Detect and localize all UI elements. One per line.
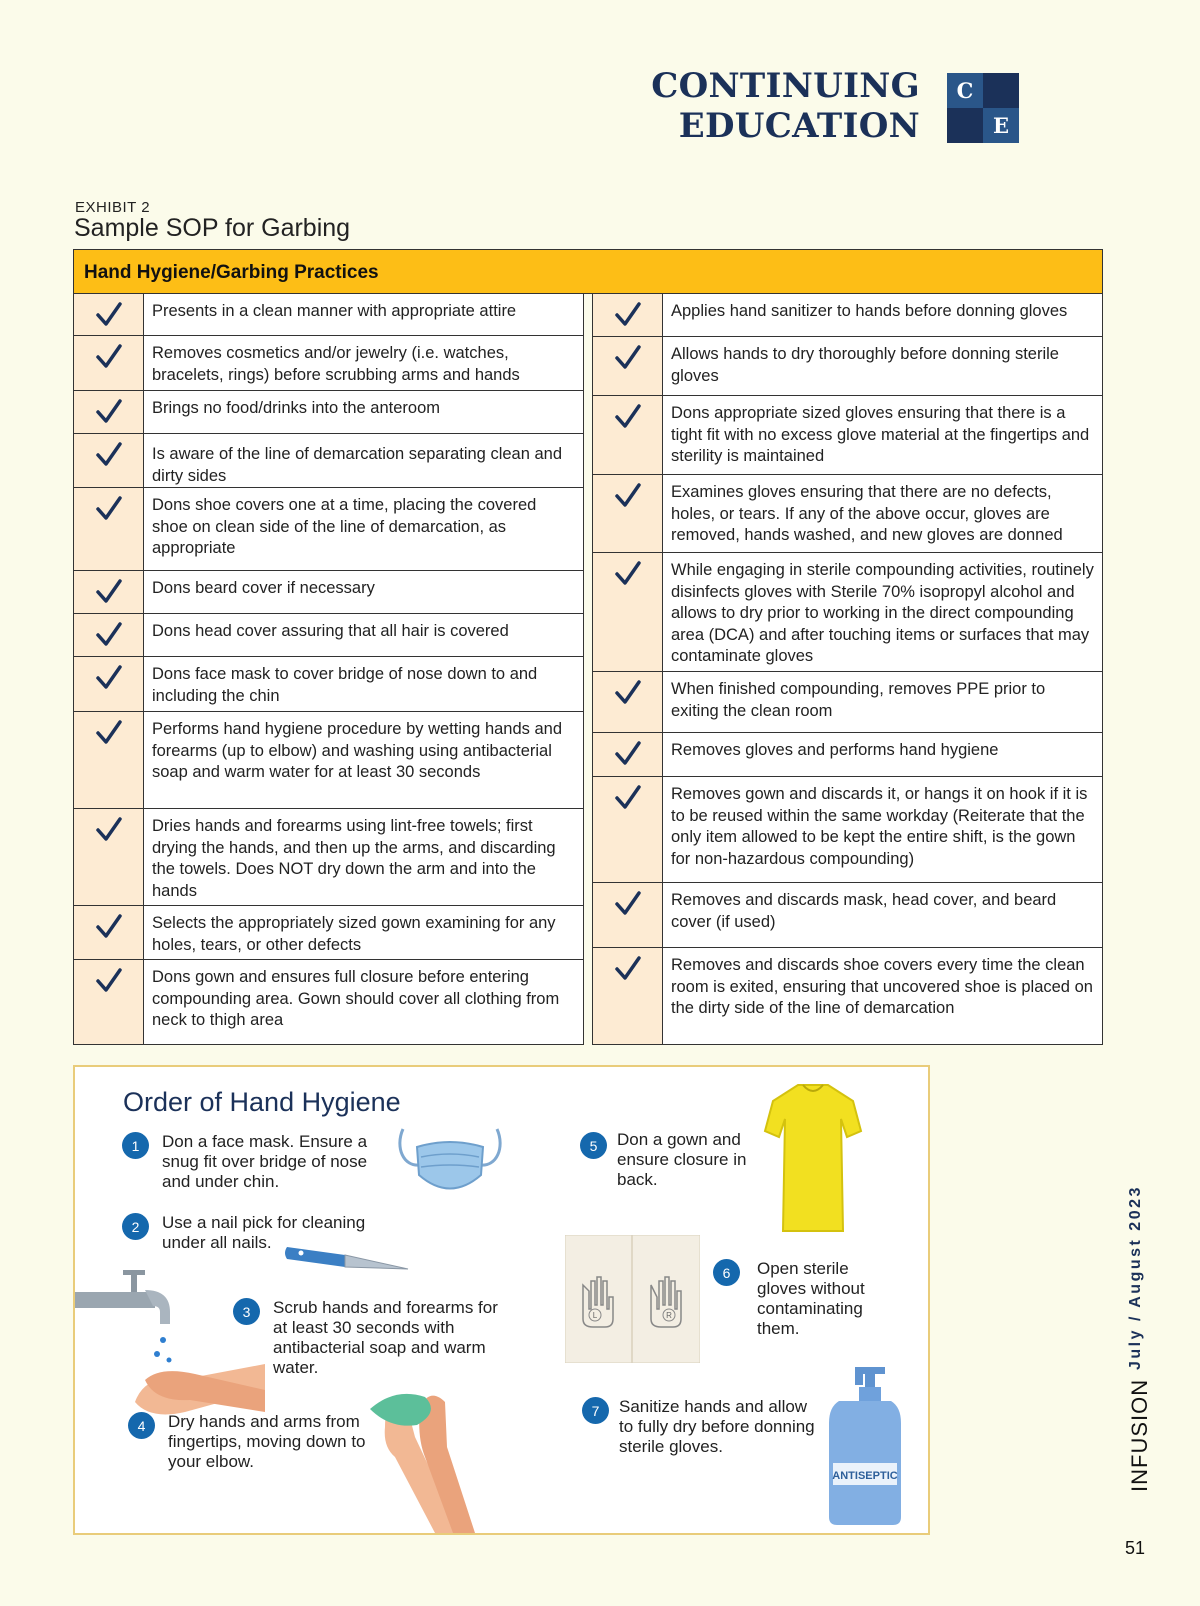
checklist-row xyxy=(593,883,1102,948)
checklist-row xyxy=(74,712,583,809)
checkmark-icon xyxy=(593,779,663,815)
checklist-item-text: Selects the appropriately sized gown examining for any holes, tears, or other defects xyxy=(152,914,556,954)
ce-logo xyxy=(947,73,1019,143)
checkmark-icon xyxy=(74,714,144,750)
checklist-row xyxy=(74,657,583,712)
step-number: 1 xyxy=(122,1132,149,1159)
checkmark-icon xyxy=(74,573,144,609)
checklist-item-text: Removes and discards mask, head cover, and beard cover (if used) xyxy=(671,891,1057,931)
checklist-row xyxy=(593,733,1102,777)
glove-label-left: L xyxy=(592,1311,598,1320)
checkmark-icon xyxy=(593,477,663,513)
issue-date: July / August 2023 xyxy=(1127,1185,1144,1370)
step-number: 7 xyxy=(582,1397,609,1424)
hand-hygiene-title: Order of Hand Hygiene xyxy=(123,1087,401,1117)
checklist-item-text: Brings no food/drinks into the anteroom xyxy=(152,399,441,417)
checklist-row xyxy=(74,571,583,614)
checklist-item-text: Presents in a clean manner with appropriate attire xyxy=(152,302,517,320)
step-number: 2 xyxy=(122,1213,149,1240)
checkmark-icon xyxy=(74,908,144,944)
checklist-item-text: Dons head cover assuring that all hair is covered xyxy=(152,622,509,640)
checkmark-icon xyxy=(74,296,144,332)
checklist-row xyxy=(593,777,1102,883)
checkmark-icon xyxy=(74,436,144,472)
checkmark-icon xyxy=(74,616,144,652)
checklist-item-text: Dons gown and ensures full closure before entering compounding area. Gown should cover all clothing from neck to thigh area xyxy=(152,968,560,1029)
checkmark-icon xyxy=(74,393,144,429)
checklist-item-text: Allows hands to dry thoroughly before donning sterile gloves xyxy=(671,345,1059,385)
checklist-item-text: Removes cosmetics and/or jewelry (i.e. watches, bracelets, rings) before scrubbing arms and hands xyxy=(152,344,520,384)
magazine-brand: INFUSION xyxy=(1127,1378,1152,1492)
checklist-item-text: Examines gloves ensuring that there are no defects, holes, or tears. If any of the above occur, gloves are removed, hands washed, and new gloves are donned xyxy=(671,483,1063,544)
sanitizer-bottle-icon xyxy=(825,1367,905,1527)
checkmark-icon xyxy=(593,950,663,986)
checklist-row xyxy=(593,672,1102,733)
checklist-row xyxy=(74,294,583,336)
exhibit-label: EXHIBIT 2 xyxy=(75,199,151,216)
checklist-row xyxy=(74,391,583,434)
bottle-label: ANTISEPTIC xyxy=(832,1470,898,1482)
ce-logo-letter-e: E xyxy=(983,108,1019,143)
checkmark-icon xyxy=(593,735,663,771)
checklist-item-text: Performs hand hygiene procedure by wetting hands and forearms (up to elbow) and washing using antibacterial soap and warm water for at least 30 seconds xyxy=(152,720,563,781)
checklist-row xyxy=(74,336,583,391)
checklist-item-text: Dons beard cover if necessary xyxy=(152,579,375,597)
drying-hands-icon xyxy=(365,1367,485,1533)
checklist-item-text: Dons appropriate sized gloves ensuring that there is a tight fit with no excess glove material at the fingertips and sterility is maintained xyxy=(671,404,1090,465)
washing-hands-icon xyxy=(75,1262,265,1432)
checkmark-icon xyxy=(74,659,144,695)
ce-logo-block xyxy=(947,108,983,143)
checklist-row xyxy=(593,475,1102,553)
step-number: 5 xyxy=(580,1132,607,1159)
checklist-row xyxy=(593,396,1102,475)
glove-label-right: R xyxy=(666,1311,672,1320)
checklist-row xyxy=(593,553,1102,672)
ce-logo-block xyxy=(983,73,1019,108)
checklist-row xyxy=(593,294,1102,337)
checklist-row xyxy=(74,614,583,657)
page-number: 51 xyxy=(1125,1538,1146,1558)
step-text: Dry hands and arms from fingertips, moving down to your elbow. xyxy=(168,1412,366,1471)
checklist-row xyxy=(74,809,583,906)
checklist-item-text: Removes and discards shoe covers every time the clean room is exited, ensuring that uncovered shoe is placed on the dirty side of the line of demarcation xyxy=(671,956,1093,1017)
checklist-item-text: When finished compounding, removes PPE prior to exiting the clean room xyxy=(671,680,1046,720)
step-number: 6 xyxy=(713,1259,740,1286)
checkmark-icon xyxy=(74,338,144,374)
checklist-row xyxy=(74,906,583,960)
checkmark-icon xyxy=(593,339,663,375)
step-text: Use a nail pick for cleaning under all nails. xyxy=(162,1213,366,1252)
checklist-row xyxy=(74,960,583,1043)
checklist-row xyxy=(74,488,583,571)
checkmark-icon xyxy=(74,962,144,998)
step-text: Scrub hands and forearms for at least 30 seconds with antibacterial soap and warm water. xyxy=(273,1298,498,1377)
step-text: Don a gown and ensure closure in back. xyxy=(617,1130,747,1189)
nail-pick-icon xyxy=(283,1239,413,1279)
checkmark-icon xyxy=(593,555,663,591)
checkmark-icon xyxy=(74,811,144,847)
checklist-item-text: Is aware of the line of demarcation separating clean and dirty sides xyxy=(152,445,563,485)
checklist-row xyxy=(593,337,1102,396)
checklist-right-column xyxy=(592,293,1103,1045)
checklist-item-text: Dries hands and forearms using lint-free towels; first drying the hands, and then up the arms, and discarding the towels. Does NOT dry down the arm and into the hands xyxy=(152,817,556,900)
checkmark-icon xyxy=(593,674,663,710)
checkmark-icon xyxy=(593,398,663,434)
checkmark-icon xyxy=(593,885,663,921)
checklist-item-text: While engaging in sterile compounding activities, routinely disinfects gloves with Sterile 70% isopropyl alcohol and allows to dry prior to working in the direct compounding area (DCA) and after touching items or surfaces that may contaminate gloves xyxy=(671,561,1094,665)
checkmark-icon xyxy=(593,296,663,332)
checklist-item-text: Removes gown and discards it, or hangs it on hook if it is to be reused within the same workday (Reiterate that the only item allowed to be kept the entire shift, is the gown for non-hazardous compounding) xyxy=(671,785,1088,868)
checklist-item-text: Applies hand sanitizer to hands before donning gloves xyxy=(671,302,1068,320)
checkmark-icon xyxy=(74,490,144,526)
section-title: CONTINUING EDUCATION xyxy=(651,66,920,146)
step-number: 4 xyxy=(128,1412,155,1439)
exhibit-title: Sample SOP for Garbing xyxy=(74,214,351,242)
gown-icon xyxy=(763,1081,863,1237)
step-text: Sanitize hands and allow to fully dry before donning sterile gloves. xyxy=(619,1397,815,1456)
face-mask-icon xyxy=(395,1117,505,1202)
step-number: 3 xyxy=(233,1298,260,1325)
step-text: Open sterile gloves without contaminating them. xyxy=(757,1259,865,1338)
checklist-heading: Hand Hygiene/Garbing Practices xyxy=(73,249,1103,294)
step-text: Don a face mask. Ensure a snug fit over bridge of nose and under chin. xyxy=(162,1132,368,1191)
sterile-gloves-icon xyxy=(565,1235,700,1363)
checklist-row xyxy=(74,434,583,488)
hand-hygiene-infographic xyxy=(73,1065,930,1535)
checklist-left-column xyxy=(73,293,584,1045)
ce-logo-letter-c: C xyxy=(947,73,983,108)
checklist-item-text: Dons face mask to cover bridge of nose down to and including the chin xyxy=(152,665,538,705)
checklist-row xyxy=(593,948,1102,1043)
checklist-item-text: Dons shoe covers one at a time, placing the covered shoe on clean side of the line of demarcation, as appropriate xyxy=(152,496,537,557)
checklist-item-text: Removes gloves and performs hand hygiene xyxy=(671,741,999,759)
